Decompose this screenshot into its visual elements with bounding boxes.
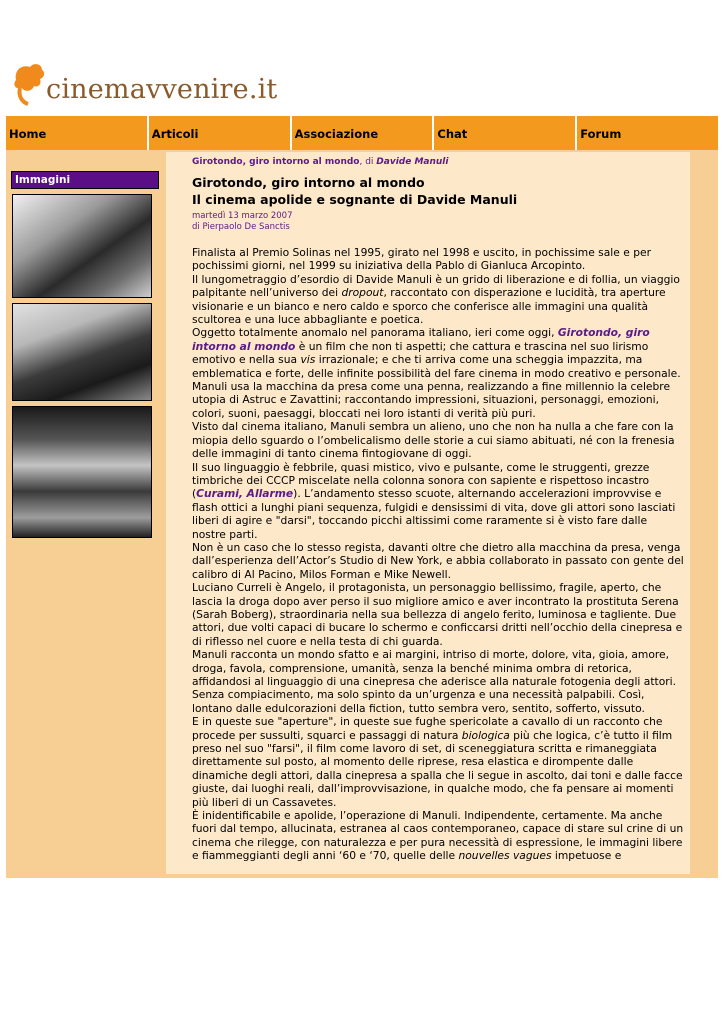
paragraph: Il suo linguaggio è febbrile, quasi mistico, vivo e pulsante, come le struggenti, grezze timbriche dei CCCP miscelate nella colonna sonora con sapiente e rispettoso incastro (Curami, Allarme). L’andamento stesso scuote, alternando accelerazioni improvvise e flash ottici a lunghi piani sequenza, fulgidi e densissimi di vita, dove gli attori sono lasciati liberi di agire e "darsi", toccando picchi altissimi come raramente si è visto fare dalle nostre parti.	[192, 460, 676, 541]
film-still-3[interactable]	[12, 406, 152, 538]
content-area	[6, 150, 718, 878]
main-nav	[6, 116, 718, 150]
film-title-link[interactable]: Girotondo, giro intorno al mondo	[192, 326, 650, 353]
film-still-2[interactable]	[12, 303, 152, 401]
article-body	[192, 246, 684, 863]
paragraph: E in queste sue "aperture", in queste sue fughe spericolate a cavallo di un racconto che procede per sussulti, squarci e passaggi di natura biologica più che logica, c’è tutto il film preso nel suo "farsi", il film come lavoro di set, di sceneggiatura scritta e rimaneggiata direttamente sul posto, al momento delle riprese, resa elastica e dirompente dalle dinamiche degli attori, dalla cinepresa a spalla che li segue in ascolto, dai toni e dalle facce giuste, dai luoghi reali, dall’improvvisazione, in qualche modo, che fa pensare ai momenti più liberi di un Cassavetes.	[192, 715, 683, 809]
article-date: martedì 13 marzo 2007	[192, 211, 293, 221]
logo-text: cinemavvenire.it	[46, 74, 278, 105]
paragraph: Visto dal cinema italiano, Manuli sembra un alieno, uno che non ha nulla a che fare con la miopia dello sguardo o l’ombelicalismo delle storie a cui siamo abituati, né con la frenesia delle immagini di tanto cinema fintogiovane di oggi.	[192, 420, 675, 461]
italic-term: nouvelles vagues	[458, 849, 552, 863]
paragraph: È inidentificabile e apolide, l’operazione di Manuli. Indipendente, certamente. Ma anche fuori dal tempo, allucinata, estranea al caos contemporaneo, capace di stare sul crine di un cinema che rilegge, con naturalezza e per pura necessità di espressione, le immagini libere e fiammeggianti degli anni ‘60 e ‘70, quelle delle nouvelles vagues impetuose e	[192, 809, 684, 863]
site-logo[interactable]	[10, 58, 278, 112]
italic-term: dropout	[341, 286, 384, 300]
article	[166, 152, 690, 874]
italic-term: biologica	[461, 728, 510, 742]
breadcrumb	[192, 157, 690, 167]
paragraph: Non è un caso che lo stesso regista, davanti oltre che dietro alla macchina da presa, venga dall’esperienza dell’Actor’s Studio di New York, e abbia collaborato in passato con gente del calibro di Al Pacino, Milos Forman e Mike Newell.	[192, 540, 684, 581]
paragraph: Il lungometraggio d’esordio di Davide Manuli è un grido di liberazione e di follia, un viaggio palpitante nell’universo dei dropout, raccontato con disperazione e lucidità, tra aperture visionarie e un bianco e nero caldo e sporco che conferisce alle immagini una qualità scultorea e una luce abbagliante e poetica.	[192, 272, 680, 327]
title-line-2: Il cinema apolide e sognante di Davide Manuli	[192, 192, 518, 207]
paragraph: Senza compiacimento, ma solo spinto da un’urgenza e una necessità palpabili. Così, lontano dalle edulcorazioni della fiction, tutto sembra vero, sentito, sofferto, vissuto.	[192, 688, 645, 715]
nav-chat[interactable]: Chat	[434, 116, 575, 150]
nav-articoli[interactable]: Articoli	[149, 116, 290, 150]
article-byline[interactable]: di Pierpaolo De Sanctis	[192, 222, 290, 232]
film-still-1[interactable]	[12, 194, 152, 298]
breadcrumb-section[interactable]: Girotondo, giro intorno al mondo	[192, 157, 360, 167]
article-title	[192, 174, 690, 208]
breadcrumb-author[interactable]: Davide Manuli	[376, 157, 449, 167]
paragraph: Finalista al Premio Solinas nel 1995, girato nel 1998 e uscito, in pochissime sale e per pochissimi giorni, nel 1999 su iniziativa della Pablo di Gianluca Arcopinto.	[192, 246, 651, 273]
paragraph: Manuli usa la macchina da presa come una penna, realizzando a fine millennio la celebre utopia di Astruc e Zavattini; raccontando impressioni, situazioni, personaggi, emozioni, colori, suoni, paesaggi, bloccati nei loro istanti di verità più puri.	[192, 380, 671, 420]
lion-logo-icon	[10, 58, 50, 108]
sidebar-heading: Immagini	[11, 171, 159, 189]
nav-forum[interactable]: Forum	[577, 116, 718, 150]
song-titles-link[interactable]: Curami, Allarme	[196, 487, 294, 501]
title-line-1: Girotondo, giro intorno al mondo	[192, 175, 425, 190]
paragraph: Oggetto totalmente anomalo nel panorama italiano, ieri come oggi, Girotondo, giro intorno al mondo è un film che non ti aspetti; che cattura e trascina nel suo lirismo emotivo e nella sua vis irrazionale; e che ti arriva come una scheggia impazzita, ma emblematica e forte, delle infinite possibilità del fare cinema in modo creativo e personale.	[192, 326, 681, 380]
nav-associazione[interactable]: Associazione	[292, 116, 433, 150]
sidebar	[11, 171, 159, 538]
paragraph: Manuli racconta un mondo sfatto e ai margini, intriso di morte, dolore, vita, gioia, amore, droga, favola, comprensione, umanità, senza la benché minima ombra di retorica, affidandosi al linguaggio di una cinepresa che aderisce alla naturale fotogenia degli attori.	[192, 648, 677, 688]
breadcrumb-separator: , di	[359, 157, 377, 167]
nav-home[interactable]: Home	[6, 116, 147, 150]
paragraph: Luciano Curreli è Angelo, il protagonista, un personaggio bellissimo, fragile, aperto, che lascia la droga dopo aver perso il suo migliore amico e aver incontrato la prostituta Serena (Sarah Boberg), straordinaria nella sua bellezza di angelo ferito, luminosa e tagliente. Due attori, due volti capaci di bucare lo schermo e conficcarsi dritti nell’occhio della cinepresa e di riflesso nel cuore e nella testa di chi guarda.	[192, 581, 683, 648]
italic-term: vis	[300, 353, 316, 367]
